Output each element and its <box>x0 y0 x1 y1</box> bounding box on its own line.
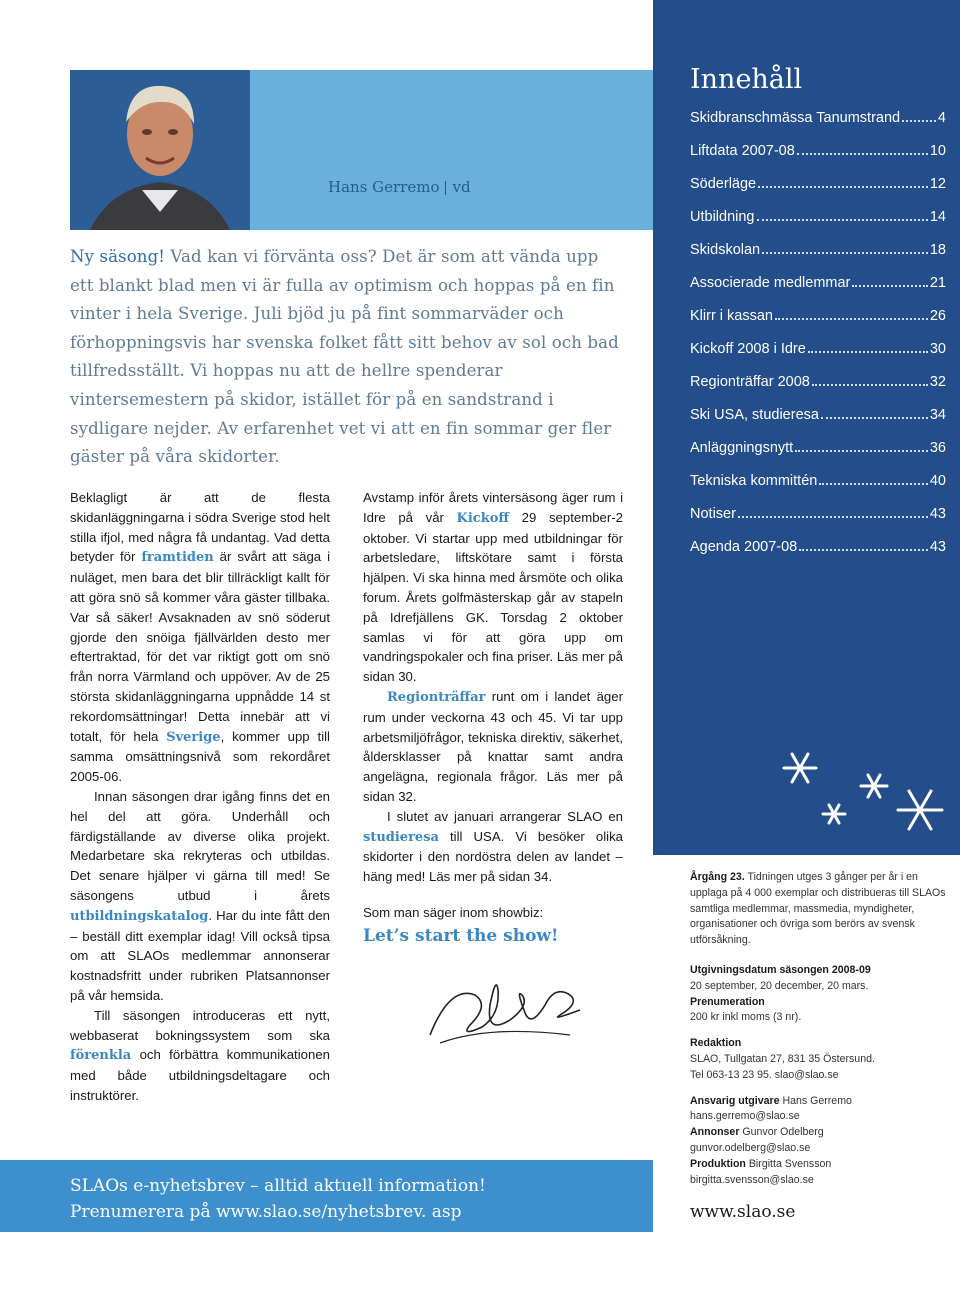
toc-item-page: 43 <box>929 506 946 522</box>
toc-item <box>690 209 946 242</box>
text: . Har du inte fått den – beställ ditt exemplar idag! Vill också tipsa om att SLAOs medlemmar annonserar kostnadsfritt under rubriken Platsannonser på vår hemsida. <box>70 907 330 1003</box>
toc-item-label: Anläggningsnytt <box>690 440 794 456</box>
text: Gunvor Odelberg <box>739 1126 824 1139</box>
label: Redaktion <box>690 1037 742 1050</box>
col1-paragraph-3 <box>70 1006 330 1106</box>
byline-name: Hans Gerremo <box>328 178 440 196</box>
toc-item <box>690 143 946 176</box>
toc-leader <box>799 549 928 551</box>
toc-item-label: Skidbranschmässa Tanumstrand <box>690 110 901 126</box>
text: , kommer upp till samma omsättningsnivå som rekordåret 2005-06. <box>70 728 330 785</box>
text: Tidningen utges 3 gånger per år i en upplaga på 4 000 exemplar och distribueras till SLAOs samtliga medlemmar, massmedia, myndigheter, organisationer och övriga som berörs av svensk utförsåkning. <box>690 871 946 947</box>
intro-paragraph <box>70 243 625 472</box>
intro-text-2: Vi hoppas nu att de hellre spenderar vintersemestern på skidor, istället för på en sandstrand i sydligare nejder. <box>70 361 554 438</box>
toc-item <box>690 506 946 539</box>
text: 200 kr inkl moms (3 nr). <box>690 1011 802 1024</box>
newsletter-line-1: SLAOs e-nyhetsbrev – alltid aktuell information! <box>70 1176 486 1196</box>
intro-lead: Ny säsong! <box>70 247 166 266</box>
text: och förbättra kommunikationen med både utbildningsdeltagare och instruktörer. <box>70 1047 330 1103</box>
toc-leader <box>797 153 928 155</box>
highlight-forenkla: förenkla <box>70 1048 132 1064</box>
toc-item <box>690 242 946 275</box>
toc-title: Innehåll <box>690 64 803 95</box>
text: Hans Gerremo <box>779 1094 852 1107</box>
article-column-2 <box>363 488 623 947</box>
toc-item-page: 4 <box>937 110 946 126</box>
toc-item-page: 34 <box>929 407 946 423</box>
article-column-1 <box>70 488 330 1106</box>
col2-paragraph-3 <box>363 807 623 887</box>
label: Produktion <box>690 1157 746 1170</box>
highlight-kickoff: Kickoff <box>456 510 510 526</box>
highlight-studieresa: studieresa <box>363 829 439 845</box>
highlight-utbildningskatalog: utbildningskatalog <box>70 908 209 924</box>
toc-leader <box>852 285 927 287</box>
text: Birgitta Svensson <box>745 1157 832 1170</box>
text: är svårt att säga i nuläget, men bara det blir tillräckligt kallt för att göra snö så kommer våra gäster tillbaka. Var så säker! Avsaknaden av snö söderut gjorde den snöiga fjällvärlden desto mer eftertraktad, för det var riktigt gott om snö från norra Värmland och uppöver. Av de 25 största skidanläggningarna uppnådde 14 st rekordomsättningar! Detta innebär att vi totalt, för hela <box>70 549 330 744</box>
text: Avstamp inför årets vintersäsong äger rum i Idre på vår <box>363 490 623 525</box>
toc-leader <box>738 516 928 518</box>
newsletter-line-2: Prenumerera på www.slao.se/nyhetsbrev. asp <box>70 1202 462 1222</box>
toc-item-label: Agenda 2007-08 <box>690 539 798 555</box>
toc-item <box>690 308 946 341</box>
toc-leader <box>902 120 936 122</box>
intro-text-3: Av erfarenhet vet vi att en fin sommar ger fler gäster på våra skidorter. <box>70 418 612 467</box>
website-url[interactable]: www.slao.se <box>690 1202 796 1222</box>
text: Tel 063-13 23 95. slao@slao.se <box>690 1068 839 1081</box>
toc-item-label: Associerade medlemmar <box>690 275 851 291</box>
toc-leader <box>819 483 928 485</box>
label: Årgång 23. <box>690 871 745 883</box>
table-of-contents <box>690 110 946 572</box>
email: hans.gerremo@slao.se <box>690 1110 800 1123</box>
text: Till säsongen introduceras ett nytt, webbaserat bokningssystem som ska <box>70 1007 330 1043</box>
byline <box>328 178 471 196</box>
start-the-show: Let’s start the show! <box>363 925 559 946</box>
colophon-redaktion <box>690 1036 946 1083</box>
portrait-photo <box>70 70 250 230</box>
toc-item-label: Tekniska kommittén <box>690 473 818 489</box>
toc-leader <box>808 351 928 353</box>
toc-item-label: Söderläge <box>690 176 757 192</box>
toc-item <box>690 374 946 407</box>
label: Ansvarig utgivare <box>690 1094 780 1107</box>
toc-item-page: 30 <box>929 341 946 357</box>
colophon-dates <box>690 963 946 1026</box>
toc-item-page: 21 <box>929 275 946 291</box>
text: Innan säsongen drar igång finns det en hel del att göra. Underhåll och färdigställande av diverse olika projekt. Medarbetare ska rekryteras och utbildas. Det senare hjälper vi gärna till med! Se säsongens utbud i årets <box>70 788 330 903</box>
intro-text-1: Vad kan vi förvänta oss? Det är som att vända upp ett blankt blad men vi är fulla av optimism och hoppas på en fin vinter i hela Sverige. Juli bjöd ju på fint sommarväder och förhoppningsvis har svenska folket fått sitt behov av sol och bad tillfredsställt. <box>70 247 619 381</box>
email: birgitta.svensson@slao.se <box>690 1173 814 1186</box>
byline-role: vd <box>452 178 471 196</box>
toc-item-page: 40 <box>929 473 946 489</box>
toc-item-label: Skidskolan <box>690 242 761 258</box>
newsletter-banner <box>0 1160 653 1232</box>
highlight-framtiden: framtiden <box>141 550 214 566</box>
email: gunvor.odelberg@slao.se <box>690 1141 811 1154</box>
text: till USA. Vi besöker olika skidorter i den nordöstra delen av landet – häng med! Läs mer på sidan 34. <box>363 828 623 885</box>
toc-item-label: Ski USA, studieresa <box>690 407 819 423</box>
text: SLAO, Tullgatan 27, 831 35 Östersund. <box>690 1052 875 1065</box>
toc-item <box>690 341 946 374</box>
toc-leader <box>762 252 928 254</box>
toc-item-page: 32 <box>929 374 946 390</box>
signature-image <box>420 965 590 1055</box>
label: Annonser <box>690 1126 740 1139</box>
toc-item <box>690 407 946 440</box>
toc-item-page: 10 <box>929 143 946 159</box>
col2-paragraph-1 <box>363 488 623 687</box>
toc-item <box>690 110 946 143</box>
text: I slutet av januari arrangerar SLAO en <box>387 808 623 824</box>
toc-item-label: Liftdata 2007-08 <box>690 143 795 159</box>
toc-item <box>690 176 946 209</box>
highlight-sverige: Sverige <box>166 729 221 745</box>
toc-item-label: Notiser <box>690 506 736 522</box>
col1-paragraph-1 <box>70 488 330 787</box>
toc-leader <box>812 384 928 386</box>
toc-item-page: 43 <box>929 539 946 555</box>
toc-leader <box>757 219 928 221</box>
toc-item-page: 36 <box>929 440 946 456</box>
colophon-argang <box>690 870 946 949</box>
toc-item-page: 12 <box>929 176 946 192</box>
toc-leader <box>775 318 928 320</box>
toc-item-label: Utbildning <box>690 209 755 225</box>
toc-leader <box>758 186 928 188</box>
toc-item-label: Regionträffar 2008 <box>690 374 810 390</box>
col1-paragraph-2 <box>70 787 330 1006</box>
label: Utgivningsdatum säsongen 2008-09 <box>690 963 871 976</box>
toc-item <box>690 473 946 506</box>
toc-leader <box>821 417 928 419</box>
toc-item <box>690 539 946 572</box>
byline-divider <box>445 181 446 195</box>
toc-item <box>690 440 946 473</box>
highlight-regiontraffar: Regionträffar <box>387 689 486 705</box>
toc-item-label: Kickoff 2008 i Idre <box>690 341 806 357</box>
showbiz-line: Som man säger inom showbiz: <box>363 904 544 920</box>
col2-paragraph-2 <box>363 687 623 807</box>
text: 20 september, 20 december, 20 mars. <box>690 979 869 992</box>
colophon <box>690 870 946 1198</box>
label: Prenumeration <box>690 995 765 1008</box>
toc-item-page: 14 <box>929 209 946 225</box>
text: runt om i landet äger rum under veckorna 43 och 45. Vi tar upp arbetsmiljöfrågor, tekniska direktiv, säkerhet, åldersklasser på knattar samt andra angelägna, regionala frågor. Läs mer på sidan 32. <box>363 688 623 804</box>
snowflake-icons <box>770 740 950 840</box>
toc-item-page: 26 <box>929 308 946 324</box>
toc-leader <box>795 450 928 452</box>
toc-item-page: 18 <box>929 242 946 258</box>
colophon-contacts <box>690 1094 946 1189</box>
toc-item-label: Klirr i kassan <box>690 308 773 324</box>
text: 29 september-2 oktober. Vi startar upp med utbildningar för arbetsledare, liftskötare samt i första hjälpen. Vi ska hinna med årsmöte och olika forum. Årets golfmästerskap går av stapeln på Idrefjällens GK. Torsdag 2 oktober samlas vi för att göra upp om vandringspokaler och fina priser. Läs mer på sidan 30. <box>363 509 623 685</box>
toc-item <box>690 275 946 308</box>
text: Beklagligt är att de flesta skidanläggningarna i södra Sverige stod helt stilla ifjol, med några få undantag. Vad detta betyder för <box>70 490 330 565</box>
